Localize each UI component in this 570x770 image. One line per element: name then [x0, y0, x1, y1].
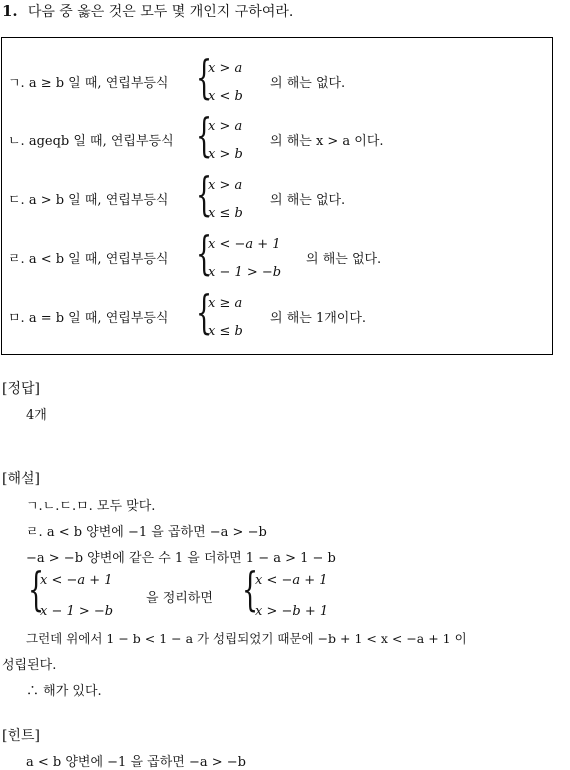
- brace-4: {: [196, 226, 213, 280]
- question-title: [2, 1, 293, 21]
- item-1-eq1: x > a: [208, 61, 243, 76]
- solution-brace-left: {: [28, 562, 45, 616]
- solution-line-6: ∴ 해가 있다.: [26, 684, 102, 699]
- item-1-suffix: 의 해는 없다.: [270, 76, 346, 91]
- hint-line-1: a < b 양변에 −1 을 곱하면 −a > −b: [26, 755, 246, 770]
- item-5-eq1: x ≥ a: [208, 296, 243, 311]
- solution-brace-right: {: [242, 562, 259, 616]
- item-4-suffix: 의 해는 없다.: [306, 252, 382, 267]
- solution-left-eq1: x < −a + 1: [40, 573, 113, 588]
- item-5-eq2: x ≤ b: [208, 324, 243, 339]
- item-3-suffix: 의 해는 없다.: [270, 193, 346, 208]
- brace-5: {: [196, 285, 213, 339]
- solution-line-3: −a > −b 양변에 같은 수 1 을 더하면 1 − a > 1 − b: [26, 551, 336, 566]
- brace-1: {: [196, 50, 213, 104]
- solution-line-4: 그런데 위에서 1 − b < 1 − a 가 성립되었기 때문에 −b + 1 < x < −a + 1 이: [26, 631, 467, 646]
- solution-line-1: ㄱ.ㄴ.ㄷ.ㅁ. 모두 맞다.: [26, 499, 156, 514]
- brace-3: {: [196, 167, 213, 221]
- item-2-eq2: x > b: [208, 147, 243, 162]
- solution-line-2: ㄹ. a < b 양변에 −1 을 곱하면 −a > −b: [26, 525, 267, 540]
- item-5-suffix: 의 해는 1개이다.: [270, 311, 367, 326]
- solution-sys-mid: 을 정리하면: [146, 591, 213, 606]
- question-number: 1.: [2, 2, 18, 20]
- answer-value: 4개: [26, 408, 47, 423]
- item-2-prefix: ㄴ. ageqb 일 때, 연립부등식: [8, 134, 174, 149]
- answer-heading: [정답]: [2, 381, 40, 397]
- hint-heading: [힌트]: [2, 728, 40, 744]
- item-1-prefix: ㄱ. a ≥ b 일 때, 연립부등식: [8, 76, 169, 91]
- item-3-prefix: ㄷ. a > b 일 때, 연립부등식: [8, 193, 169, 208]
- solution-right-eq1: x < −a + 1: [255, 573, 328, 588]
- brace-2: {: [196, 108, 213, 162]
- solution-heading: [해설]: [2, 471, 40, 487]
- item-4-eq2: x − 1 > −b: [208, 265, 282, 280]
- question-text: 다음 중 옳은 것은 모두 몇 개인지 구하여라.: [27, 4, 294, 20]
- item-3-eq2: x ≤ b: [208, 206, 243, 221]
- item-2-suffix: 의 해는 x > a 이다.: [270, 134, 384, 149]
- solution-left-eq2: x − 1 > −b: [40, 604, 114, 619]
- item-4-eq1: x < −a + 1: [208, 237, 281, 252]
- item-1-eq2: x < b: [208, 89, 243, 104]
- item-4-prefix: ㄹ. a < b 일 때, 연립부등식: [8, 252, 169, 267]
- item-3-eq1: x > a: [208, 178, 243, 193]
- solution-line-5: 성립된다.: [2, 658, 57, 673]
- item-5-prefix: ㅁ. a = b 일 때, 연립부등식: [8, 311, 169, 326]
- item-2-eq1: x > a: [208, 119, 243, 134]
- solution-right-eq2: x > −b + 1: [255, 604, 329, 619]
